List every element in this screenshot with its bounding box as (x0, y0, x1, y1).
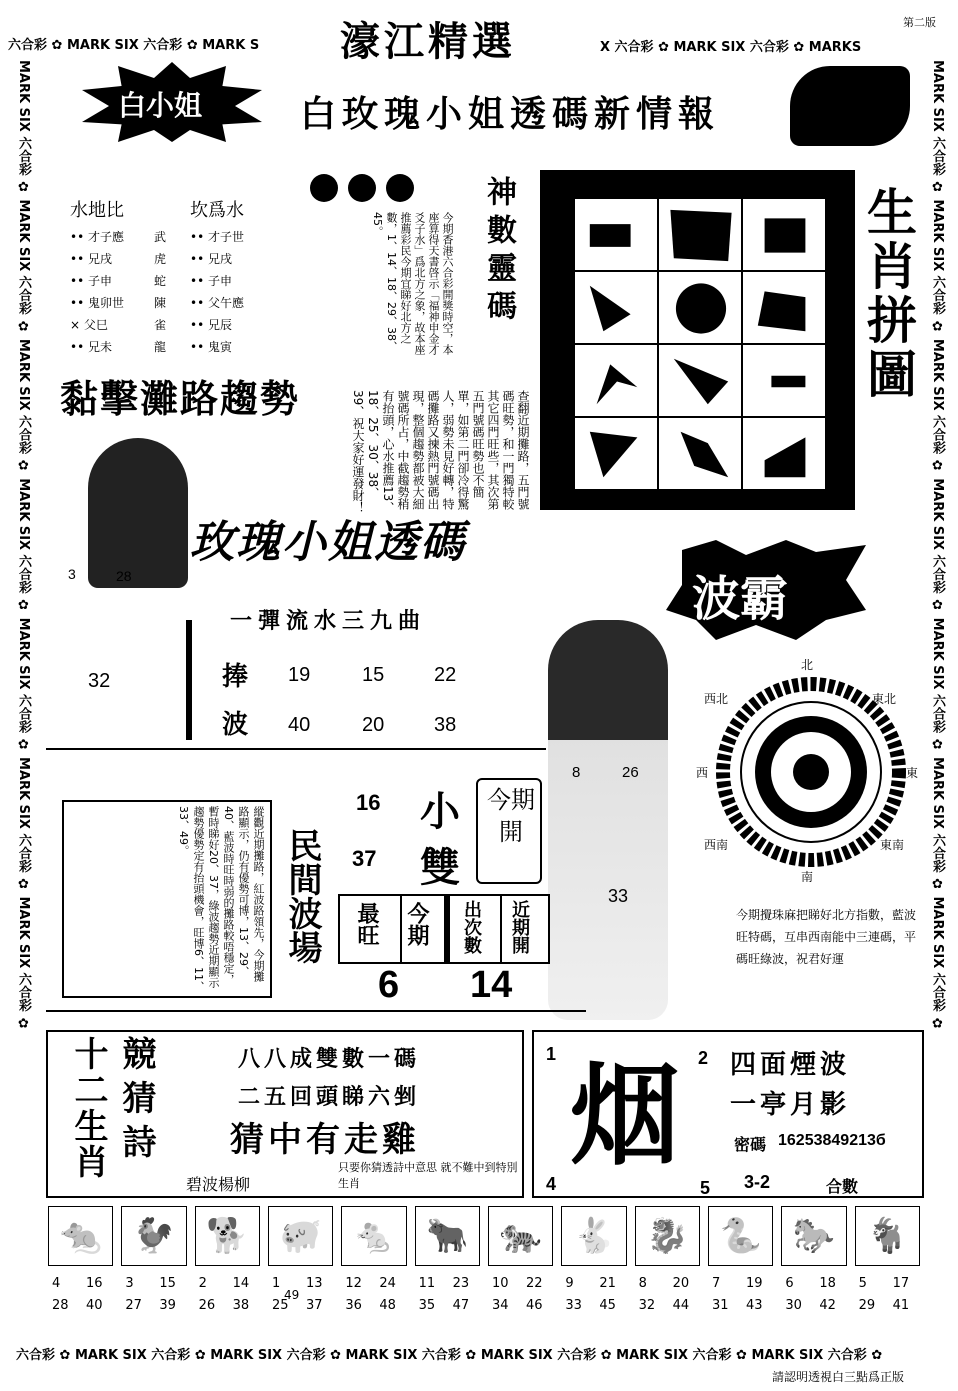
folk-zuiwang: 最旺 (354, 902, 380, 946)
zodiac-number: 3 (125, 1276, 134, 1291)
compass-ne: 東北 (872, 692, 897, 706)
zodiac-number: 8 (638, 1276, 647, 1291)
puzzle-title: 生肖拼圖 (859, 186, 918, 402)
zodiac-number: 25 (272, 1298, 289, 1313)
folk-jinqi2: 今期 (404, 902, 430, 946)
zodiac-icon: 🐍 (708, 1206, 773, 1266)
hexagram-right: •• 父午應 (190, 296, 244, 310)
yan-line2: 一亭月影 (730, 1090, 851, 1120)
street-text: 查翻近期攤路，五門號碼旺勢，和一門獨特較其它四門旺些，其次第五門號碼旺勢也不簡單，如第二門卻冷得驚人，弱勢未見好轉，特碼攤路又揀熱門號碼出現，整個趨勢都被大細號碼所占，中截趨勢稍有抬頭，心水推薦13、18、25、30、38、39、祝大家好運發財！ (351, 390, 530, 514)
compass-nw: 西北 (704, 692, 729, 706)
folk-n37: 37 (352, 846, 377, 871)
left-side-band: MARK SIX 六合彩 ✿ MARK SIX 六合彩 ✿ MARK SIX 六合彩 ✿ MARK SIX 六合彩 ✿ MARK SIX 六合彩 ✿ MARK SIX 六合彩 ✿ MARK SIX 六合彩 ✿ (16, 60, 31, 1032)
poem-line2: 二五回頭睇六剉 (238, 1084, 421, 1110)
hexagram-left: •• 子申 (70, 274, 112, 288)
model-photo-left (88, 438, 188, 588)
zodiac-number: 36 (345, 1298, 362, 1313)
folk-jinqi: 今期開 (487, 786, 535, 846)
compass-sw: 西南 (704, 838, 729, 852)
zodiac-number: 4 (52, 1276, 61, 1291)
hexagram-left: •• 兄未 (70, 340, 112, 354)
folk-jinqi-box (476, 778, 542, 884)
banner-headline: 白玫瑰小姐透碼新情報 (300, 93, 721, 135)
puzzle-piece (658, 198, 742, 271)
zodiac-cell (411, 1204, 484, 1328)
zodiac-icon: 🐀 (48, 1206, 113, 1266)
bo-r1-b: 15 (362, 664, 385, 686)
zodiac-number: 29 (858, 1298, 876, 1313)
yan-score: 3-2 (744, 1172, 771, 1192)
header-right-band: X 六合彩 ✿ MARK SIX 六合彩 ✿ MARKS (600, 40, 862, 55)
yan-n2: 2 (698, 1048, 709, 1068)
hexagram-right: •• 兄辰 (190, 318, 232, 332)
zodiac-icon: 🐐 (855, 1206, 920, 1266)
zodiac-cell (704, 1204, 777, 1328)
puzzle-piece (742, 344, 826, 417)
yan-n4: 4 (546, 1174, 557, 1194)
puzzle-piece (574, 198, 658, 271)
zodiac-cell (631, 1204, 704, 1328)
bo-n26: 26 (622, 764, 639, 781)
zodiac-number: 37 (306, 1298, 323, 1313)
rose-title: 玫瑰小姐透碼 (190, 517, 466, 568)
zodiac-icon: 🐕 (195, 1206, 260, 1266)
puzzle-piece (574, 417, 658, 490)
hexagram-right: •• 兄戌 (190, 252, 232, 266)
bo-rule (46, 748, 546, 750)
hexagram-mid: 陳 (154, 296, 167, 310)
bo-r2-c: 38 (434, 714, 457, 736)
zodiac-cell (191, 1204, 264, 1328)
bo-r1-c: 22 (434, 664, 457, 686)
puzzle-grid (572, 196, 828, 492)
folk-small: 小 (420, 788, 460, 835)
poem-left2: 競猜詩 (116, 1036, 156, 1168)
zodiac-number: 17 (892, 1276, 910, 1291)
zodiac-number: 18 (819, 1276, 836, 1291)
hexagram-left: × 父巳 (70, 318, 108, 332)
zodiac-number: 10 (492, 1276, 509, 1291)
compass-w: 西 (696, 766, 709, 780)
circle-marks (310, 174, 414, 202)
poem-line3: 猜中有走雞 (230, 1120, 420, 1160)
hexagram-left: •• 兄戌 (70, 252, 112, 266)
zodiac-number: 44 (672, 1298, 690, 1313)
bo-r2-a: 40 (288, 714, 311, 736)
zodiac-icon: 🐂 (415, 1206, 480, 1266)
zodiac-number: 31 (712, 1298, 729, 1313)
puzzle-piece (658, 271, 742, 344)
puzzle-piece (742, 417, 826, 490)
yan-line1: 四面煙波 (730, 1050, 851, 1080)
zodiac-number: 24 (379, 1276, 396, 1291)
page-label: 第二版 (903, 16, 936, 29)
zodiac-number: 40 (86, 1298, 103, 1313)
compass-n: 北 (801, 658, 814, 672)
zodiac-cell (44, 1204, 117, 1328)
zodiac-icon: 🐖 (268, 1206, 333, 1266)
zodiac-number: 34 (492, 1298, 509, 1313)
hexagram-row (70, 228, 280, 248)
folk-chuci: 出次數 (461, 900, 482, 954)
bo-prediction: 今期攪珠麻把睇好北方指數，藍波旺特碼，互串西南能中三連碼，平碼旺綠波，祝君好運 (736, 908, 917, 966)
zodiac-number: 42 (819, 1298, 836, 1313)
header-right-wrap (600, 36, 890, 55)
shenshu-title: 神數靈碼 (481, 176, 516, 328)
hexagram-row (70, 338, 280, 358)
yan-mima: 16253849213б (778, 1132, 886, 1149)
folk-text: 縱觀近期攤路，紅波路領先，今期攤路顯示，仍有優勢可博，13、29、40、藍波時旺時弱的攤路較唔穩定，暫時睇好20、37，綠波趨勢近期顯示趨勢優勢定有抬頭機會，旺博6、11、33、49。 (177, 806, 265, 992)
hexagram-row (70, 250, 280, 270)
bo-row2-label: 波 (222, 710, 249, 740)
zodiac-number: 6 (785, 1276, 794, 1291)
zodiac-number: 19 (746, 1276, 763, 1291)
zodiac-extra: 49 (284, 1288, 300, 1302)
zodiac-number: 23 (452, 1276, 470, 1291)
zodiac-number: 35 (418, 1298, 436, 1313)
hexagram-mid: 龍 (154, 340, 167, 354)
right-side-band: MARK SIX 六合彩 ✿ MARK SIX 六合彩 ✿ MARK SIX 六合彩 ✿ MARK SIX 六合彩 ✿ MARK SIX 六合彩 ✿ MARK SIX 六合彩 ✿ MARK SIX 六合彩 ✿ (930, 60, 945, 1032)
zodiac-cell (557, 1204, 630, 1328)
yan-big: 烟 (570, 1051, 680, 1180)
hexagram-mid: 虎 (154, 252, 167, 266)
zodiac-number: 2 (198, 1276, 207, 1291)
zodiac-cell (264, 1204, 337, 1328)
folk-val6: 6 (378, 964, 400, 1006)
zodiac-number: 26 (198, 1298, 216, 1313)
zodiac-number: 39 (159, 1298, 176, 1313)
rose-image (790, 66, 910, 146)
zodiac-number: 9 (565, 1276, 574, 1291)
zodiac-icon: 🐅 (488, 1206, 553, 1266)
zodiac-icon: 🐇 (561, 1206, 626, 1266)
model-photo-center (548, 620, 668, 1020)
zodiac-number: 48 (379, 1298, 396, 1313)
hexagram-row (70, 294, 280, 314)
hexagram-row (70, 272, 280, 292)
compass-s: 南 (801, 870, 814, 884)
badge-text: 白小姐 (118, 89, 203, 122)
hexagram-left: •• 才子應 (70, 230, 124, 244)
zodiac-number: 12 (345, 1276, 362, 1291)
shenshu-text: 今期香港六合彩開獎時空，本座算得天書啓示「福神申金才爻子水」爲北方之象，故本座推薦彩民今期宜睇好北方之數，1、14、18、29、38、45。 (371, 212, 454, 355)
street-num-b: 28 (116, 568, 132, 584)
zodiac-number: 11 (418, 1276, 436, 1291)
hexagram-mid: 蛇 (154, 274, 167, 288)
zodiac-icon: 🐁 (341, 1206, 406, 1266)
zodiac-cell (484, 1204, 557, 1328)
folk-n16: 16 (356, 790, 381, 815)
zodiac-icon: 🐓 (121, 1206, 186, 1266)
folk-table (338, 894, 550, 964)
poem-hint: 只要你猜透詩中意思 就不難中到特別生肖 (338, 1161, 518, 1190)
zodiac-cell (117, 1204, 190, 1328)
zodiac-number: 47 (452, 1298, 470, 1313)
zodiac-number: 33 (565, 1298, 582, 1313)
zodiac-number: 13 (306, 1276, 323, 1291)
folk-double: 雙 (420, 844, 460, 891)
bo-verse: 一彈流水三九曲 (230, 608, 427, 634)
zodiac-icon: 🐉 (635, 1206, 700, 1266)
zodiac-icon: 🐎 (781, 1206, 846, 1266)
folk-jinqi3: 近期開 (509, 900, 530, 954)
zodiac-number: 5 (858, 1276, 867, 1291)
street-num-a: 3 (68, 566, 76, 582)
puzzle-piece (574, 271, 658, 344)
zodiac-number: 16 (86, 1276, 103, 1291)
zodiac-number: 20 (672, 1276, 690, 1291)
zodiac-number: 7 (712, 1276, 721, 1291)
puzzle-piece (658, 344, 742, 417)
zodiac-number: 15 (159, 1276, 176, 1291)
zodiac-number: 43 (746, 1298, 763, 1313)
bo-title: 波霸 (692, 571, 789, 627)
yan-mima-label: 密碼 (734, 1135, 767, 1154)
zodiac-number: 1 (272, 1276, 281, 1291)
puzzle-piece (742, 198, 826, 271)
zodiac-number: 22 (526, 1276, 543, 1291)
hexagram-right-title: 坎爲水 (190, 200, 244, 221)
zodiac-number: 28 (52, 1298, 69, 1313)
footer-note: 請認明透視白三點爲正版 (772, 1370, 905, 1384)
poem-box (46, 1030, 524, 1198)
bo-n8: 8 (572, 764, 581, 781)
poem-left: 十二生肖 (68, 1036, 108, 1180)
zodiac-number: 27 (125, 1298, 142, 1313)
hexagram-right: •• 鬼寅 (190, 340, 232, 354)
footer-band: 六合彩 ✿ MARK SIX 六合彩 ✿ MARK SIX 六合彩 ✿ MARK SIX 六合彩 ✿ MARK SIX 六合彩 ✿ MARK SIX 六合彩 ✿ MARK SIX 六合彩 ✿ (16, 1348, 883, 1363)
yan-score-label: 合數 (826, 1177, 859, 1196)
zodiac-number: 46 (526, 1298, 543, 1313)
zodiac-number: 32 (638, 1298, 656, 1313)
folk-text-box (62, 800, 272, 998)
folk-title: 民間波場 (282, 828, 322, 964)
compass-e: 東 (906, 766, 919, 780)
bo-row1-label: 捧 (222, 662, 249, 692)
hexagram-left-title: 水地比 (70, 200, 124, 221)
hexagram-left: •• 鬼卯世 (70, 296, 124, 310)
zodiac-cell (337, 1204, 410, 1328)
hexagram-mid: 武 (154, 230, 167, 244)
shenshu-box (300, 168, 535, 368)
folk-rule (46, 1010, 586, 1012)
zodiac-number: 21 (599, 1276, 616, 1291)
puzzle-piece (658, 417, 742, 490)
poem-line1: 八八成雙數一碼 (238, 1046, 421, 1072)
poem-sign: 碧波楊柳 (186, 1175, 251, 1194)
header-left-band: 六合彩 ✿ MARK SIX 六合彩 ✿ MARK S (8, 38, 260, 53)
zodiac-number: 14 (232, 1276, 250, 1291)
zodiac-number: 45 (599, 1298, 616, 1313)
bo-divider (186, 620, 192, 740)
zodiac-cell (777, 1204, 850, 1328)
bo-n33: 33 (608, 886, 629, 906)
puzzle-piece (742, 271, 826, 344)
hexagram-row (70, 316, 280, 336)
zodiac-row (44, 1204, 924, 1328)
zodiac-number: 41 (892, 1298, 910, 1313)
yan-n1: 1 (546, 1044, 557, 1064)
hexagram-mid: 雀 (154, 318, 167, 332)
hexagram-right: •• 才子世 (190, 230, 244, 244)
zodiac-number: 30 (785, 1298, 802, 1313)
page-title: 濠江精選 (340, 18, 516, 65)
yan-n5: 5 (700, 1178, 711, 1198)
bo-r2-b: 20 (362, 714, 385, 736)
bo-r1-a: 19 (288, 664, 311, 686)
compass-se: 東南 (880, 838, 905, 852)
zodiac-number: 38 (232, 1298, 250, 1313)
hexagram-right: •• 子申 (190, 274, 232, 288)
folk-val14: 14 (470, 964, 513, 1006)
puzzle-piece (574, 344, 658, 417)
street-title: 黏擊灘路趨勢 (60, 376, 301, 421)
street-num-c: 32 (88, 670, 111, 692)
yan-box (532, 1030, 924, 1198)
zodiac-cell (851, 1204, 924, 1328)
